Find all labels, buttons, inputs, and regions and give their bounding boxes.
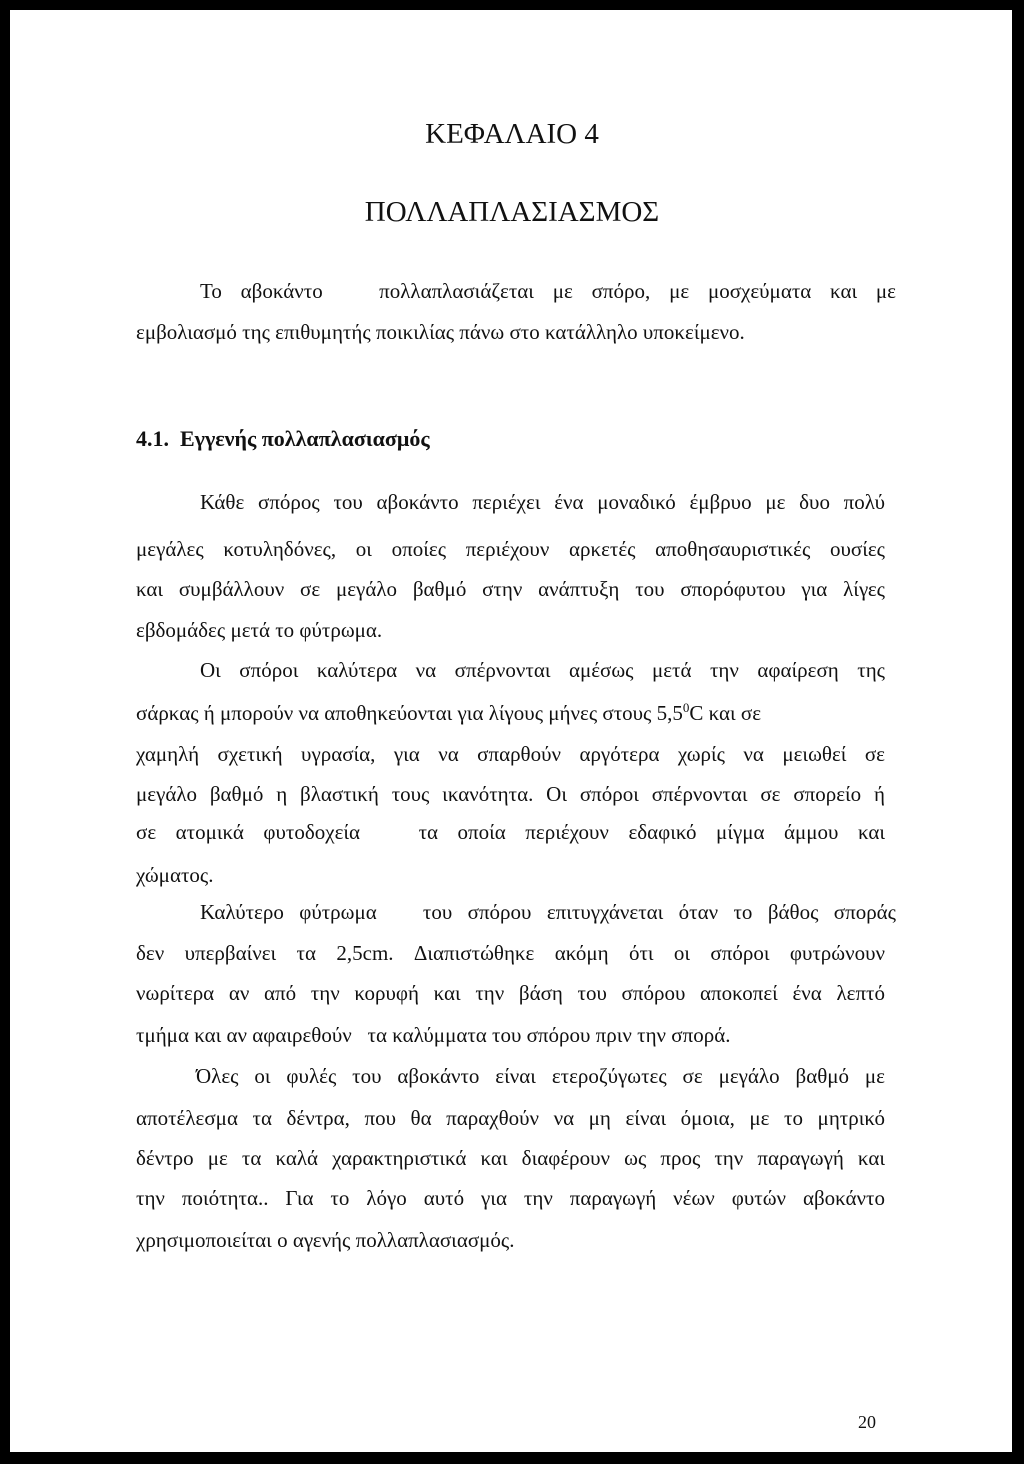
p1-line-1: Κάθε σπόρος του αβοκάντο περιέχει ένα μοναδικό έμβρυο με δυο πολύ — [200, 490, 885, 514]
section-title: Εγγενής πολλαπλασιασμός — [180, 426, 430, 451]
p2-line-5: σε ατομικά φυτοδοχεία τα οποία περιέχουν εδαφικό μίγμα άμμου και — [136, 820, 885, 844]
p3-line-4: τμήμα και αν αφαιρεθούν τα καλύμματα του σπόρου πριν την σπορά. — [136, 1023, 731, 1047]
intro-line-2: εμβολιασμό της επιθυμητής ποικιλίας πάνω στο κατάλληλο υποκείμενο. — [136, 320, 745, 344]
intro-line-1: Το αβοκάντο πολλαπλασιάζεται με σπόρο, με μοσχεύματα και με — [200, 279, 896, 303]
p2-line-4: μεγάλο βαθμό η βλαστική τους ικανότητα. Οι σπόροι σπέρνονται σε σπορείο ή — [136, 782, 885, 806]
p2-line-2 — [136, 701, 885, 725]
p1-line-3: και συμβάλλουν σε μεγάλο βαθμό στην ανάπτυξη του σπορόφυτου για λίγες — [136, 577, 885, 601]
p2-line-1: Οι σπόροι καλύτερα να σπέρνονται αμέσως μετά την αφαίρεση της — [200, 658, 885, 682]
p2-line-3: χαμηλή σχετική υγρασία, για να σπαρθούν αργότερα χωρίς να μειωθεί σε — [136, 742, 885, 766]
p2-line-6: χώματος. — [136, 863, 214, 887]
p3-line-2: δεν υπερβαίνει τα 2,5cm. Διαπιστώθηκε ακόμη ότι οι σπόροι φυτρώνουν — [136, 941, 885, 965]
p2-line-2-text: σάρκας ή μπορούν να αποθηκεύονται για λίγους μήνες στους $5,5^0C$ και σε — [136, 700, 762, 725]
p3-line-1: Καλύτερο φύτρωμα του σπόρου επιτυγχάνεται όταν το βάθος σποράς — [200, 900, 896, 924]
chapter-title: ΠΟΛΛΑΠΛΑΣΙΑΣΜΟΣ — [364, 196, 660, 228]
superscript-zero: 0 — [682, 700, 690, 715]
p4-line-5: χρησιμοποιείται ο αγενής πολλαπλασιασμός. — [136, 1228, 515, 1252]
p4-line-2: αποτέλεσμα τα δέντρα, που θα παραχθούν να μη είναι όμοια, με το μητρικό — [136, 1106, 885, 1130]
p4-line-1: Όλες οι φυλές του αβοκάντο είναι ετεροζύγωτες σε μεγάλο βαθμό με — [196, 1064, 885, 1088]
p1-line-2: μεγάλες κοτυληδόνες, οι οποίες περιέχουν αρκετές αποθησαυριστικές ουσίες — [136, 537, 885, 561]
section-number: 4.1. — [136, 426, 169, 451]
p1-line-4: εβδομάδες μετά το φύτρωμα. — [136, 618, 383, 642]
p4-line-4: την ποιότητα.. Για το λόγο αυτό για την παραγωγή νέων φυτών αβοκάντο — [136, 1186, 885, 1210]
page-number: 20 — [858, 1412, 876, 1432]
chapter-number: ΚΕΦΑΛΑΙΟ 4 — [425, 118, 599, 150]
p4-line-3: δέντρο με τα καλά χαρακτηριστικά και διαφέρουν ως προς την παραγωγή και — [136, 1146, 885, 1170]
p3-line-3: νωρίτερα αν από την κορυφή και την βάση του σπόρου αποκοπεί ένα λεπτό — [136, 981, 885, 1005]
